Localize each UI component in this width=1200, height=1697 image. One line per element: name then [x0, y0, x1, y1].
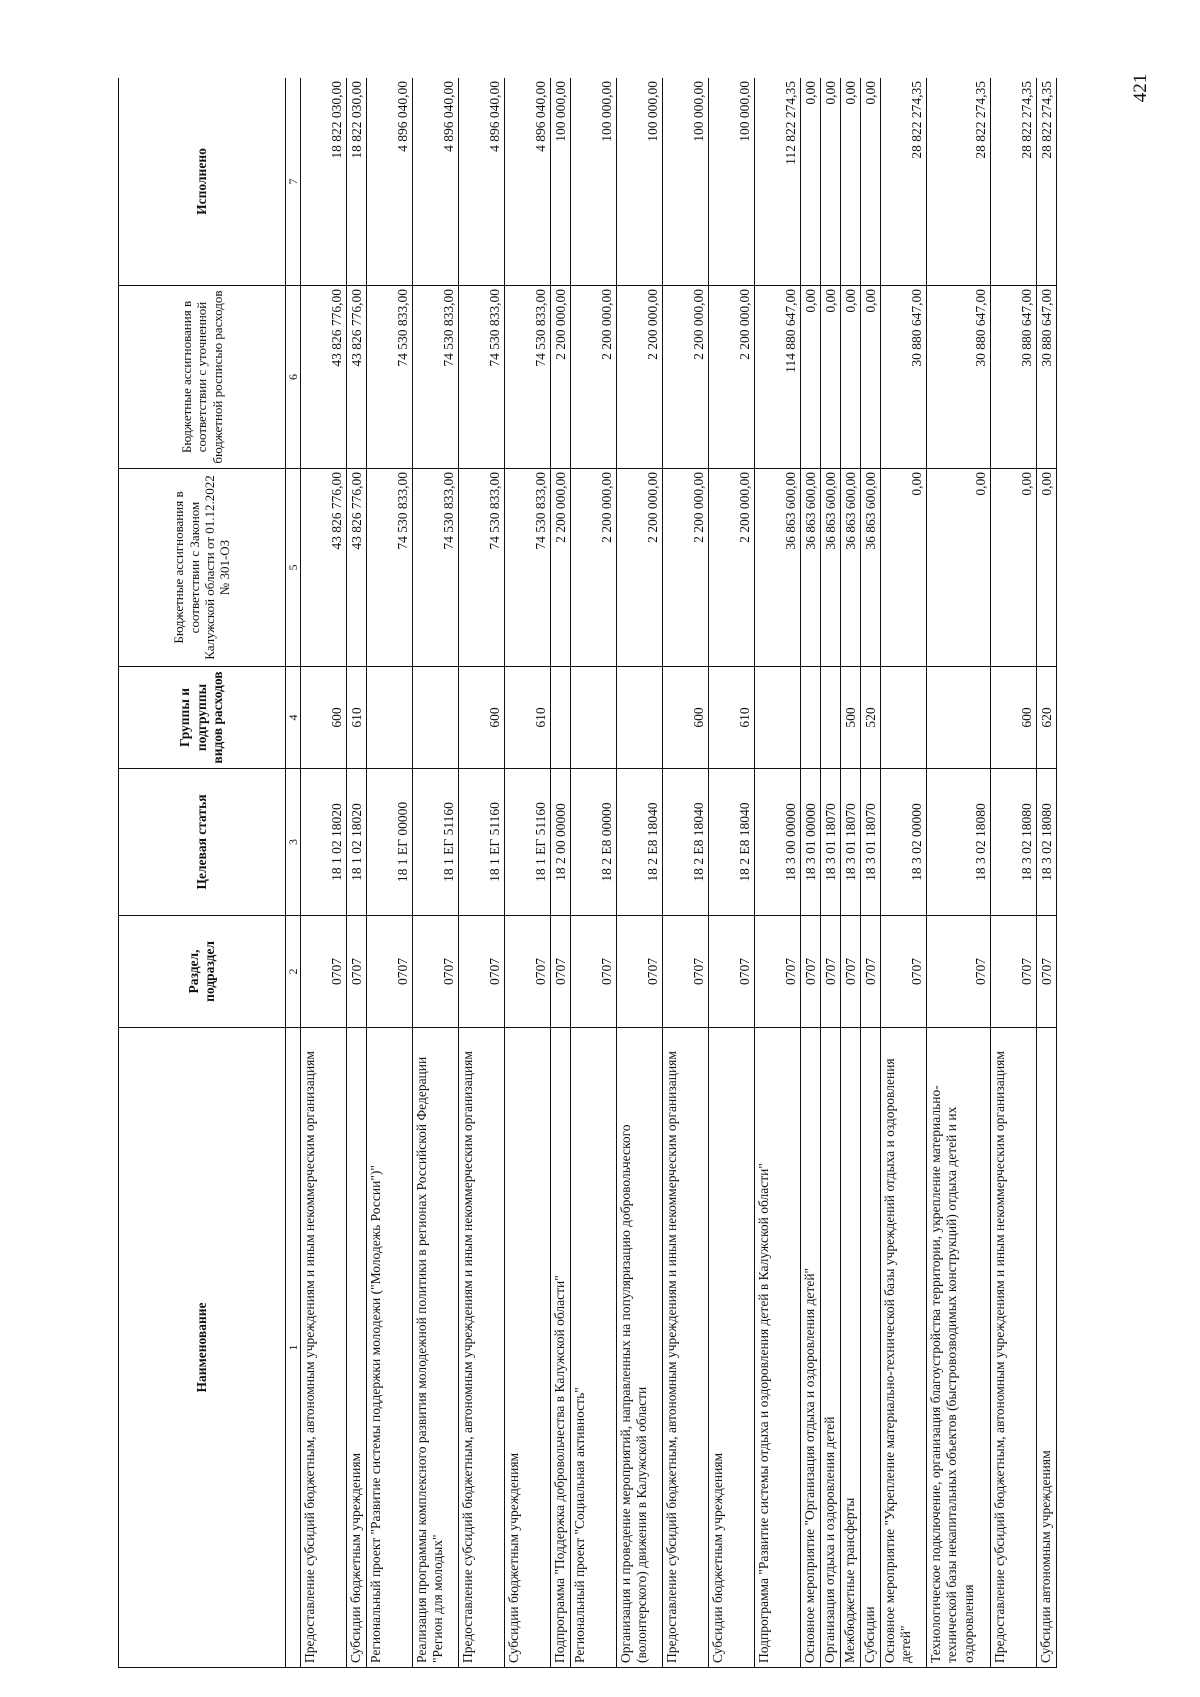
row-section: 0707 — [801, 916, 821, 1028]
rotated-table-area — [118, 78, 1122, 1668]
table-row — [367, 78, 413, 1668]
row-section: 0707 — [505, 916, 551, 1028]
table-row — [861, 78, 881, 1668]
row-done-amount: 4 896 040,00 — [367, 78, 413, 286]
row-group: 600 — [663, 667, 709, 769]
row-name: Субсидии автономным учреждениям — [1037, 1028, 1057, 1668]
row-done-amount: 28 822 274,35 — [1037, 78, 1057, 286]
row-name: Подпрограмма "Поддержка добровольчества в Калужской области" — [551, 1028, 571, 1668]
row-article: 18 3 01 18070 — [841, 769, 861, 916]
row-done-amount: 112 822 274,35 — [755, 78, 801, 286]
row-section: 0707 — [413, 916, 459, 1028]
row-article: 18 3 01 18070 — [861, 769, 881, 916]
table-row — [301, 78, 347, 1668]
row-name: Основное мероприятие "Укрепление материально-технической базы учреждений отдыха и оздоровления детей" — [881, 1028, 927, 1668]
row-done-amount: 18 822 030,00 — [347, 78, 367, 286]
table-row — [505, 78, 551, 1668]
table-row — [709, 78, 755, 1668]
row-name: Субсидии бюджетным учреждениям — [347, 1028, 367, 1668]
row-article: 18 3 02 00000 — [881, 769, 927, 916]
row-roster-amount: 0,00 — [841, 286, 861, 469]
row-done-amount: 4 896 040,00 — [505, 78, 551, 286]
header-section: Раздел, подраздел — [119, 916, 286, 1028]
row-roster-amount: 0,00 — [861, 286, 881, 469]
row-law-amount: 2 200 000,00 — [551, 469, 571, 667]
row-name: Организация отдыха и оздоровления детей — [821, 1028, 841, 1668]
row-law-amount: 43 826 776,00 — [347, 469, 367, 667]
row-done-amount: 28 822 274,35 — [991, 78, 1037, 286]
row-section: 0707 — [551, 916, 571, 1028]
row-law-amount: 74 530 833,00 — [459, 469, 505, 667]
row-section: 0707 — [841, 916, 861, 1028]
row-law-amount: 0,00 — [1037, 469, 1057, 667]
row-name: Межбюджетные трансферты — [841, 1028, 861, 1668]
header-law: Бюджетные ассигнования в соответствии с Законом Калужской области от 01.12.2022 № 301-ОЗ — [119, 469, 286, 667]
row-section: 0707 — [367, 916, 413, 1028]
row-section: 0707 — [459, 916, 505, 1028]
row-article: 18 3 02 18080 — [991, 769, 1037, 916]
row-section: 0707 — [347, 916, 367, 1028]
row-law-amount: 2 200 000,00 — [709, 469, 755, 667]
row-section: 0707 — [861, 916, 881, 1028]
row-done-amount: 100 000,00 — [663, 78, 709, 286]
row-section: 0707 — [1037, 916, 1057, 1028]
row-group — [571, 667, 617, 769]
row-group: 610 — [709, 667, 755, 769]
row-done-amount: 0,00 — [861, 78, 881, 286]
column-number-row — [286, 78, 301, 1668]
row-roster-amount: 30 880 647,00 — [1037, 286, 1057, 469]
row-done-amount: 18 822 030,00 — [301, 78, 347, 286]
row-section: 0707 — [821, 916, 841, 1028]
row-section: 0707 — [571, 916, 617, 1028]
row-section: 0707 — [617, 916, 663, 1028]
row-done-amount: 0,00 — [801, 78, 821, 286]
header-article: Целевая статья — [119, 769, 286, 916]
table-row — [551, 78, 571, 1668]
row-article: 18 2 Е8 18040 — [617, 769, 663, 916]
table-row — [347, 78, 367, 1668]
column-number: 5 — [286, 469, 301, 667]
column-number: 2 — [286, 916, 301, 1028]
table-row — [801, 78, 821, 1668]
table-row — [821, 78, 841, 1668]
row-article: 18 3 02 18080 — [1037, 769, 1057, 916]
row-roster-amount: 30 880 647,00 — [881, 286, 927, 469]
budget-table — [118, 78, 1057, 1668]
column-number: 6 — [286, 286, 301, 469]
row-roster-amount: 74 530 833,00 — [413, 286, 459, 469]
table-row — [927, 78, 991, 1668]
table-row — [1037, 78, 1057, 1668]
row-group: 610 — [505, 667, 551, 769]
row-name: Организация и проведение мероприятий, направленных на популяризацию добровольческого (волонтерского) движения в Калужской области — [617, 1028, 663, 1668]
row-group: 600 — [991, 667, 1037, 769]
column-number: 4 — [286, 667, 301, 769]
row-name: Основное мероприятие "Организация отдыха и оздоровления детей" — [801, 1028, 821, 1668]
column-number: 3 — [286, 769, 301, 916]
row-name: Предоставление субсидий бюджетным, автономным учреждениям и иным некоммерческим организациям — [301, 1028, 347, 1668]
row-law-amount: 2 200 000,00 — [663, 469, 709, 667]
column-number: 1 — [286, 1028, 301, 1668]
row-group — [617, 667, 663, 769]
column-number: 7 — [286, 78, 301, 286]
row-article: 18 2 Е8 18040 — [663, 769, 709, 916]
row-roster-amount: 43 826 776,00 — [347, 286, 367, 469]
row-roster-amount: 74 530 833,00 — [459, 286, 505, 469]
table-row — [755, 78, 801, 1668]
table-row — [571, 78, 617, 1668]
row-roster-amount: 2 200 000,00 — [551, 286, 571, 469]
row-article: 18 1 ЕГ 51160 — [505, 769, 551, 916]
row-name: Предоставление субсидий бюджетным, автономным учреждениям и иным некоммерческим организациям — [991, 1028, 1037, 1668]
row-group: 520 — [861, 667, 881, 769]
row-done-amount: 100 000,00 — [617, 78, 663, 286]
row-article: 18 3 02 18080 — [927, 769, 991, 916]
row-law-amount: 0,00 — [991, 469, 1037, 667]
row-group — [551, 667, 571, 769]
row-group — [927, 667, 991, 769]
row-article: 18 3 01 18070 — [821, 769, 841, 916]
row-name: Субсидии бюджетным учреждениям — [505, 1028, 551, 1668]
row-done-amount: 4 896 040,00 — [413, 78, 459, 286]
row-article: 18 3 01 00000 — [801, 769, 821, 916]
page-number: 421 — [1130, 73, 1151, 103]
row-law-amount: 36 863 600,00 — [821, 469, 841, 667]
row-group: 620 — [1037, 667, 1057, 769]
row-section: 0707 — [663, 916, 709, 1028]
row-article: 18 1 02 18020 — [301, 769, 347, 916]
row-done-amount: 28 822 274,35 — [881, 78, 927, 286]
row-roster-amount: 30 880 647,00 — [927, 286, 991, 469]
row-name: Субсидии — [861, 1028, 881, 1668]
row-done-amount: 0,00 — [841, 78, 861, 286]
table-row — [617, 78, 663, 1668]
row-section: 0707 — [881, 916, 927, 1028]
header-group: Группы и подгруппы видов расходов — [119, 667, 286, 769]
row-section: 0707 — [991, 916, 1037, 1028]
table-row — [991, 78, 1037, 1668]
row-law-amount: 36 863 600,00 — [841, 469, 861, 667]
row-section: 0707 — [301, 916, 347, 1028]
row-done-amount: 100 000,00 — [709, 78, 755, 286]
row-name: Региональный проект "Развитие системы поддержки молодежи ("Молодежь России")" — [367, 1028, 413, 1668]
row-done-amount: 4 896 040,00 — [459, 78, 505, 286]
header-done: Исполнено — [119, 78, 286, 286]
table-row — [841, 78, 861, 1668]
row-roster-amount: 114 880 647,00 — [755, 286, 801, 469]
row-done-amount: 0,00 — [821, 78, 841, 286]
table-body — [301, 78, 1057, 1668]
row-law-amount: 43 826 776,00 — [301, 469, 347, 667]
row-name: Технологическое подключение, организация благоустройства территории, укрепление материально-технической базы некапитальных объектов (быстровозводимых конструкций) отдыха детей и их оздоровления — [927, 1028, 991, 1668]
row-group — [413, 667, 459, 769]
row-law-amount: 0,00 — [881, 469, 927, 667]
row-roster-amount: 30 880 647,00 — [991, 286, 1037, 469]
row-article: 18 1 02 18020 — [347, 769, 367, 916]
row-law-amount: 74 530 833,00 — [505, 469, 551, 667]
row-section: 0707 — [709, 916, 755, 1028]
document-page — [118, 78, 1122, 1668]
row-article: 18 1 ЕГ 51160 — [459, 769, 505, 916]
row-group: 610 — [347, 667, 367, 769]
row-law-amount: 36 863 600,00 — [861, 469, 881, 667]
row-law-amount: 74 530 833,00 — [413, 469, 459, 667]
row-article: 18 2 Е8 00000 — [571, 769, 617, 916]
table-row — [881, 78, 927, 1668]
row-roster-amount: 43 826 776,00 — [301, 286, 347, 469]
row-article: 18 3 00 00000 — [755, 769, 801, 916]
row-roster-amount: 74 530 833,00 — [505, 286, 551, 469]
table-row — [663, 78, 709, 1668]
row-name: Субсидии бюджетным учреждениям — [709, 1028, 755, 1668]
row-article: 18 1 ЕГ 00000 — [367, 769, 413, 916]
row-roster-amount: 74 530 833,00 — [367, 286, 413, 469]
table-row — [413, 78, 459, 1668]
row-article: 18 2 00 00000 — [551, 769, 571, 916]
row-law-amount: 74 530 833,00 — [367, 469, 413, 667]
table-row — [459, 78, 505, 1668]
row-group — [755, 667, 801, 769]
row-law-amount: 2 200 000,00 — [617, 469, 663, 667]
header-roster: Бюджетные ассигнования в соответствии с уточненной бюджетной росписью расходов — [119, 286, 286, 469]
row-article: 18 1 ЕГ 51160 — [413, 769, 459, 916]
row-law-amount: 0,00 — [927, 469, 991, 667]
row-article: 18 2 Е8 18040 — [709, 769, 755, 916]
row-done-amount: 28 822 274,35 — [927, 78, 991, 286]
row-group — [821, 667, 841, 769]
header-name: Наименование — [119, 1028, 286, 1668]
row-done-amount: 100 000,00 — [571, 78, 617, 286]
row-group: 500 — [841, 667, 861, 769]
row-name: Региональный проект "Социальная активность" — [571, 1028, 617, 1668]
row-roster-amount: 0,00 — [821, 286, 841, 469]
row-group: 600 — [301, 667, 347, 769]
row-roster-amount: 2 200 000,00 — [709, 286, 755, 469]
row-name: Предоставление субсидий бюджетным, автономным учреждениям и иным некоммерческим организациям — [459, 1028, 505, 1668]
row-name: Реализация программы комплексного развития молодежной политики в регионах Российской Федерации "Регион для молодых" — [413, 1028, 459, 1668]
row-law-amount: 36 863 600,00 — [801, 469, 821, 667]
row-done-amount: 100 000,00 — [551, 78, 571, 286]
row-roster-amount: 0,00 — [801, 286, 821, 469]
row-law-amount: 36 863 600,00 — [755, 469, 801, 667]
row-roster-amount: 2 200 000,00 — [663, 286, 709, 469]
row-group — [801, 667, 821, 769]
row-section: 0707 — [755, 916, 801, 1028]
row-roster-amount: 2 200 000,00 — [571, 286, 617, 469]
row-name: Подпрограмма "Развитие системы отдыха и оздоровления детей в Калужской области" — [755, 1028, 801, 1668]
row-section: 0707 — [927, 916, 991, 1028]
header-row — [119, 78, 286, 1668]
row-group: 600 — [459, 667, 505, 769]
row-law-amount: 2 200 000,00 — [571, 469, 617, 667]
row-roster-amount: 2 200 000,00 — [617, 286, 663, 469]
row-group — [367, 667, 413, 769]
row-name: Предоставление субсидий бюджетным, автономным учреждениям и иным некоммерческим организациям — [663, 1028, 709, 1668]
row-group — [881, 667, 927, 769]
